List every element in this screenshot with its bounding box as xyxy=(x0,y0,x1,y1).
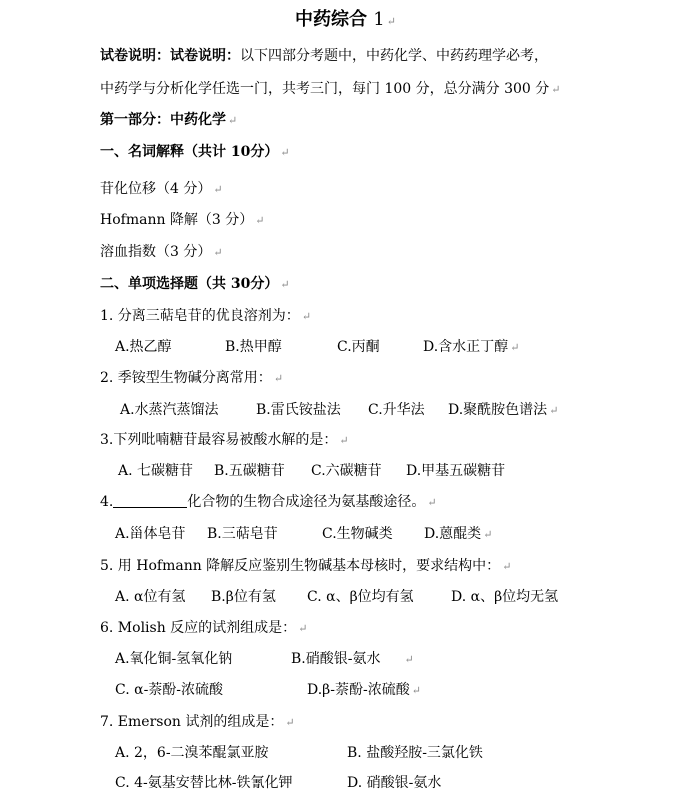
paragraph-mark-icon: ↵ xyxy=(228,114,238,127)
option-d: D.甲基五碳糖苷 xyxy=(406,463,506,479)
option-c: C. 4-氨基安替比林-铁氰化钾 xyxy=(115,775,293,791)
option-d: D. α、β位均无氢 xyxy=(451,589,559,605)
paragraph-mark-icon: ↵ xyxy=(213,246,223,259)
part-heading: 第一部分：中药化学 ↵ xyxy=(100,112,238,128)
paragraph-mark-icon: ↵ xyxy=(280,278,290,291)
paragraph-mark-icon: ↵ xyxy=(255,214,265,227)
option-a: A.热乙醇 xyxy=(115,339,172,355)
option-a: A. 2，6-二溴苯醌氯亚胺 xyxy=(115,745,269,761)
answer-blank xyxy=(113,493,187,508)
intro-text-2: 中药学与分析化学任选一门，共考三门，每门 100 分，总分满分 300 分 xyxy=(100,81,550,97)
question-stem: 3.下列吡喃糖苷最容易被酸水解的是： ↵ xyxy=(100,432,349,448)
paragraph-mark-icon: ↵ xyxy=(411,684,421,697)
option-d: D.β-萘酚-浓硫酸 ↵ xyxy=(307,682,421,698)
option-d: D.含水正丁醇 ↵ xyxy=(423,339,520,355)
option-c: C.丙酮 xyxy=(337,339,380,355)
option-a: A. 七碳糖苷 xyxy=(118,463,194,479)
paragraph-mark-icon: ↵ xyxy=(502,560,512,573)
paragraph-mark-icon: ↵ xyxy=(483,528,493,541)
paragraph-mark-icon: ↵ xyxy=(339,434,349,447)
option-a: A. α位有氢 xyxy=(115,589,186,605)
paragraph-mark-icon: ↵ xyxy=(386,15,396,28)
question-stem: 1. 分离三萜皂苷的优良溶剂为： ↵ xyxy=(100,308,312,324)
option-d: D.蒽醌类 ↵ xyxy=(424,526,493,542)
intro-line-2 xyxy=(100,79,560,100)
question-stem: 7. Emerson 试剂的组成是： ↵ xyxy=(100,714,295,730)
paragraph-mark-icon: ↵ xyxy=(213,183,223,196)
option-b: B.热甲醇 xyxy=(225,339,282,355)
option-c: C. α-萘酚-浓硫酸 xyxy=(115,682,224,698)
option-a: A.氧化铜-氢氧化钠 xyxy=(115,651,233,667)
paragraph-mark-icon: ↵ xyxy=(404,653,414,666)
title-number: 1 xyxy=(373,9,385,30)
paragraph-mark-icon: ↵ xyxy=(549,404,559,417)
question-stem: 5. 用 Hofmann 降解反应鉴别生物碱基本母核时，要求结构中： ↵ xyxy=(100,558,512,574)
option-c: C.生物碱类 xyxy=(322,526,393,542)
option-b: B.β位有氢 xyxy=(211,589,276,605)
question-stem: 2. 季铵型生物碱分离常用： ↵ xyxy=(100,370,284,386)
option-c: C.升华法 xyxy=(368,402,425,418)
term-item: 苷化位移（4 分） ↵ xyxy=(100,181,223,197)
paragraph-mark-icon: ↵ xyxy=(280,146,290,159)
title-main: 中药综合 xyxy=(295,9,367,30)
doc-title xyxy=(295,8,396,34)
section-heading-1: 一、名词解释（共计 10分） ↵ xyxy=(100,144,290,160)
question-stem: 4. 化合物的生物合成途径为氨基酸途径。 ↵ xyxy=(100,494,437,510)
intro-lead: 试卷说明：试卷说明： xyxy=(100,48,240,64)
intro-text-1: 以下四部分考题中，中药化学、中药药理学必考， xyxy=(240,48,548,64)
paragraph-mark-icon: ↵ xyxy=(551,83,561,96)
option-d: D.聚酰胺色谱法 ↵ xyxy=(448,402,559,418)
option-b: B.三萜皂苷 xyxy=(207,526,278,542)
paragraph-mark-icon: ↵ xyxy=(298,622,308,635)
option-a: A.甾体皂苷 xyxy=(115,526,186,542)
question-stem: 6. Molish 反应的试剂组成是： ↵ xyxy=(100,620,308,636)
paragraph-mark-icon: ↵ xyxy=(510,341,520,354)
option-b: B.硝酸银-氨水 ↵ xyxy=(291,651,414,667)
section-heading-2: 二、单项选择题（共 30分） ↵ xyxy=(100,276,290,292)
option-b: B.五碳糖苷 xyxy=(214,463,285,479)
option-b: B. 盐酸羟胺-三氯化铁 xyxy=(347,745,483,761)
intro-line-1 xyxy=(100,46,548,66)
paragraph-mark-icon: ↵ xyxy=(301,310,312,323)
paragraph-mark-icon: ↵ xyxy=(273,372,284,385)
paragraph-mark-icon: ↵ xyxy=(427,496,437,509)
option-c: C.六碳糖苷 xyxy=(311,463,382,479)
option-b: B.雷氏铵盐法 xyxy=(256,402,341,418)
option-d: D. 硝酸银-氨水 xyxy=(347,775,442,791)
paragraph-mark-icon: ↵ xyxy=(285,716,295,729)
option-c: C. α、β位均有氢 xyxy=(307,589,414,605)
term-item: 溶血指数（3 分） ↵ xyxy=(100,244,223,260)
option-a: A.水蒸汽蒸馏法 xyxy=(120,402,219,418)
term-item: Hofmann 降解（3 分） ↵ xyxy=(100,212,265,228)
